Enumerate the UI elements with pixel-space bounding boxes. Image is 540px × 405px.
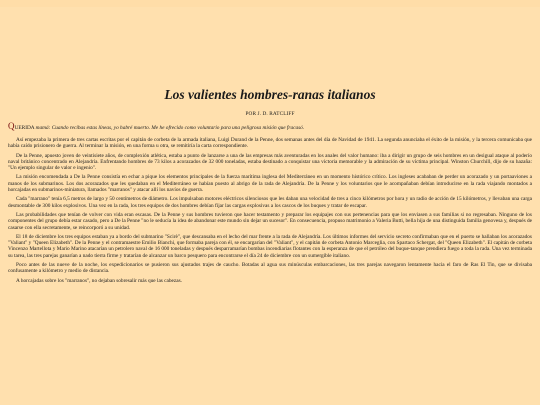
paragraph: Las probabilidades que tenían de volver con vida eran escasas. De la Penne y sus hombres tuvieron que hacer testamento y preparar los equipajes con sus pertenencias para que los enviasen a sus familias si no regresaban. Ninguno de los componentes del grupo debía estar casado, pero a De la Penne "no le seducía la idea de abandonar este mundo sin dejar un sucesor". En consecuencia, propuso matrimonio a Valeria Butti, bella hija de una distinguida familia genovesa y, después de casarse con ella secretamente, se reincorporó a su unidad. bbox=[8, 211, 532, 231]
paragraph: El 18 de diciembre los tres equipos estaban ya a bordo del submarino "Scirè", que descansaba en el lecho del mar frente a la rada de Alejandría. Los últimos informes del servicio secreto confirmaban que en el puerto se hallaban los acorazados "Valiant" y "Queen Elizabeth". De la Penne y el contramaestre Emilio Bianchi, que formaba pareja con él, se encargarían del "Valiant", y el capitán de corbeta Antonio Marceglia, con Spartaco Schergat, del "Queen Elizabeth". El capitán de corbeta Vincenzo Martellota y Mario Marino atacarían un petrolero naval de 16 000 toneladas y después desparramarían bombas incendiarias flotantes con la esperanza de que el petróleo del buque-tanque prendiera fuego a toda la rada. Una vez terminada su tarea, las tres parejas ganarían a nado tierra firme y tratarían de alcanzar un barco pesquero para encontrarse el día 24 de diciembre con un sumergible italiano. bbox=[8, 233, 532, 259]
paragraph: Cada "marrano" tenía 6,5 metros de largo y 50 centímetros de diámetro. Los impulsaban motores eléctricos silenciosos que les daban una velocidad de tres a cinco kilómetros por hora y un radio de acción de 15 kilómetros, y llevaban una carga desmontable de 300 kilos explosivos. Una vez en la rada, los tres equipos de dos hombres debían fijar las cargas explosivas a los cascos de los buques y tratar de escapar. bbox=[8, 196, 532, 209]
intro-text: mamá: Cuando recibas estas líneas, yo habré muerto. Me he ofrecido como voluntario para una peligrosa misión que fracasó. bbox=[35, 125, 305, 131]
paragraph: Así empezaba la primera de tres cartas escritas por el capitán de corbeta de la armada italiana, Luigi Durand de la Penne, dos semanas antes del día de Navidad de 1941. La segunda anunciaba el éxito de la misión, y la tercera comunicaba que había caído prisionero de guerra. Al terminar la misión, en una forma u otra, se remitiría la carta correspondiente. bbox=[8, 137, 532, 150]
paragraph: De la Penne, apuesto joven de veintisiete años, de complexión atlética, estaba a punto de lanzarse a una de las empresas más aventuradas en los anales del valor humano: iba a dirigir un grupo de seis hombres en un desigual ataque al poderío naval británico concentrado en Alejandría. Enfrentando hombres de 73 kilos a acorazados de 32 000 toneladas, estaba destinado a conquistar una victoria memorable y la admiración de su víctima principal. Winston Churchill, dijo de su hazaña: "Un ejemplo singular de valor e ingenio". bbox=[8, 152, 532, 172]
article bbox=[8, 86, 532, 287]
paragraph: A horcajadas sobre los "marranos", no dejaban sobresalir más que las cabezas. bbox=[16, 277, 182, 284]
paragraph: Poco antes de las nueve de la noche, los expedicionarios se pusieron sus ajustados trajes de caucho. Botadas al agua sus minúsculas embarcaciones, las tres parejas navegaron lentamente hacia el faro de Ras El Tin, que se divisaba confusamente a kilómetro y medio de distancia. bbox=[8, 262, 532, 275]
article-author: POR J. D. RATCLIFF bbox=[245, 111, 295, 117]
intro-caps: UERIDA bbox=[14, 125, 36, 131]
paragraph: La misión encomendada a De la Penne consistía en echar a pique los elementos principales de la fuerza marítima inglesa del Mediterráneo en un momento histórico crítico. Los ingleses acababan de perder un acorazado y un portaaviones a manos de los submarinos. Los dos acorazados que les quedaban en el Mediterráneo se habían puesto al abrigo de la rada de Alejandría. De la Penne y los voluntarios que le acompañaban debían introducirse en la rada viajando montados a horcajadas en submarinos-miniatura, llamados "marranos" y atacar allí los navíos de guerra. bbox=[8, 174, 532, 194]
drop-cap: Q bbox=[8, 121, 15, 131]
article-title: Los valientes hombres-ranas italianos bbox=[164, 87, 376, 102]
top-strip bbox=[0, 0, 540, 7]
article-intro bbox=[8, 123, 532, 132]
